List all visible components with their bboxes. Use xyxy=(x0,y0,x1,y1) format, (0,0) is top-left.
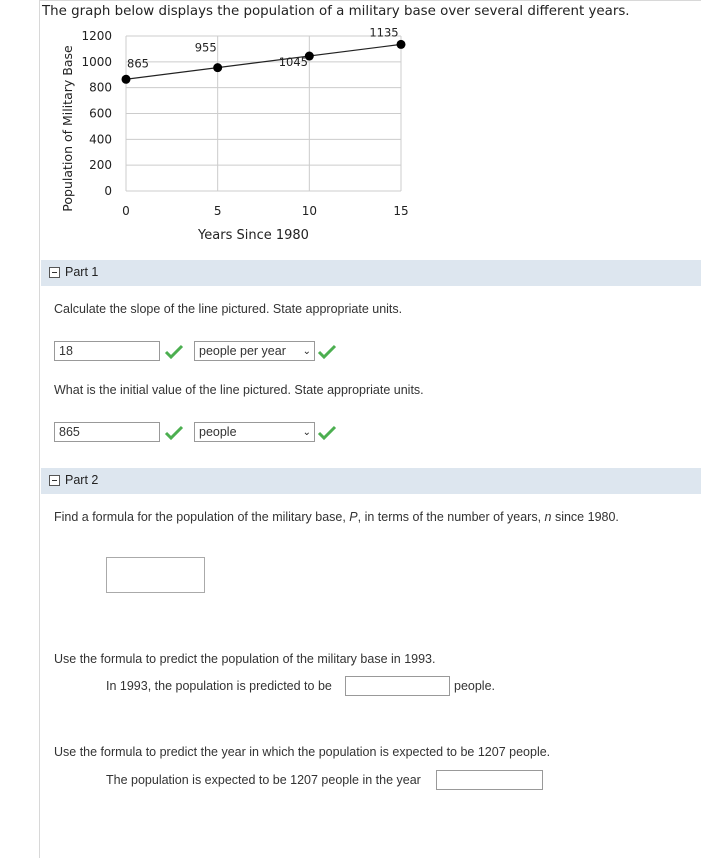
data-label: 955 xyxy=(194,40,217,55)
data-label: 1135 xyxy=(369,25,399,40)
collapse-icon[interactable] xyxy=(49,475,60,486)
population-chart xyxy=(52,24,432,243)
slope-input[interactable]: 18 xyxy=(54,341,160,361)
data-point xyxy=(122,75,131,84)
part1-header[interactable] xyxy=(41,260,701,286)
data-label: 1045 xyxy=(278,55,308,70)
slope-units-select[interactable] xyxy=(194,341,315,361)
predict-prefix: In 1993, the population is predicted to be xyxy=(106,679,332,693)
x-axis-title: Years Since 1980 xyxy=(198,228,309,243)
data-point xyxy=(397,40,406,49)
y-tick-label: 600 xyxy=(89,106,112,121)
predicted-population-input[interactable] xyxy=(345,676,450,696)
check-icon xyxy=(165,426,183,440)
chevron-down-icon: ⌄ xyxy=(302,346,311,357)
x-tick-label: 15 xyxy=(393,204,409,218)
left-border xyxy=(39,0,40,858)
y-tick-label: 200 xyxy=(89,158,112,173)
part2-question-year: Use the formula to predict the year in which the population is expected to be 1207 people. xyxy=(54,745,551,759)
part1-title: Part 1 xyxy=(65,265,99,279)
part2-title: Part 2 xyxy=(65,473,99,487)
y-axis-title: Population of Military Base xyxy=(60,45,75,212)
x-tick-label: 10 xyxy=(301,204,317,218)
y-tick-label: 0 xyxy=(104,184,112,198)
x-tick-label: 0 xyxy=(122,204,130,218)
data-label: 865 xyxy=(127,56,149,71)
predict-suffix: people. xyxy=(454,679,496,693)
y-tick-label: 400 xyxy=(89,132,112,147)
check-icon xyxy=(165,345,183,359)
top-border xyxy=(39,0,701,1)
part2-question-formula: Find a formula for the population of the military base, P, in terms of the number of years, n since 1980. xyxy=(54,510,619,524)
part2-header[interactable] xyxy=(41,468,701,494)
slope-units-value: people per year xyxy=(199,344,286,358)
intro-text: The graph below displays the population of a military base over several different years. xyxy=(42,4,630,19)
part1-question-initial: What is the initial value of the line pictured. State appropriate units. xyxy=(54,383,424,397)
year-prefix: The population is expected to be 1207 people in the year xyxy=(106,773,421,787)
y-tick-label: 800 xyxy=(89,80,112,95)
part1-question-slope: Calculate the slope of the line pictured. State appropriate units. xyxy=(54,302,403,316)
predicted-year-input[interactable] xyxy=(436,770,543,790)
x-tick-label: 5 xyxy=(213,204,222,218)
check-icon xyxy=(318,345,336,359)
chevron-down-icon: ⌄ xyxy=(302,427,311,438)
check-icon xyxy=(318,426,336,440)
y-tick-label: 1000 xyxy=(81,54,112,69)
data-point xyxy=(213,63,222,72)
collapse-icon[interactable] xyxy=(49,267,60,278)
initial-units-value: people xyxy=(199,425,237,439)
formula-answer-box[interactable] xyxy=(106,557,205,593)
part2-question-predict: Use the formula to predict the population of the military base in 1993. xyxy=(54,652,436,666)
initial-units-select[interactable] xyxy=(194,422,315,442)
initial-value-input[interactable]: 865 xyxy=(54,422,160,442)
y-tick-label: 1200 xyxy=(81,29,112,43)
